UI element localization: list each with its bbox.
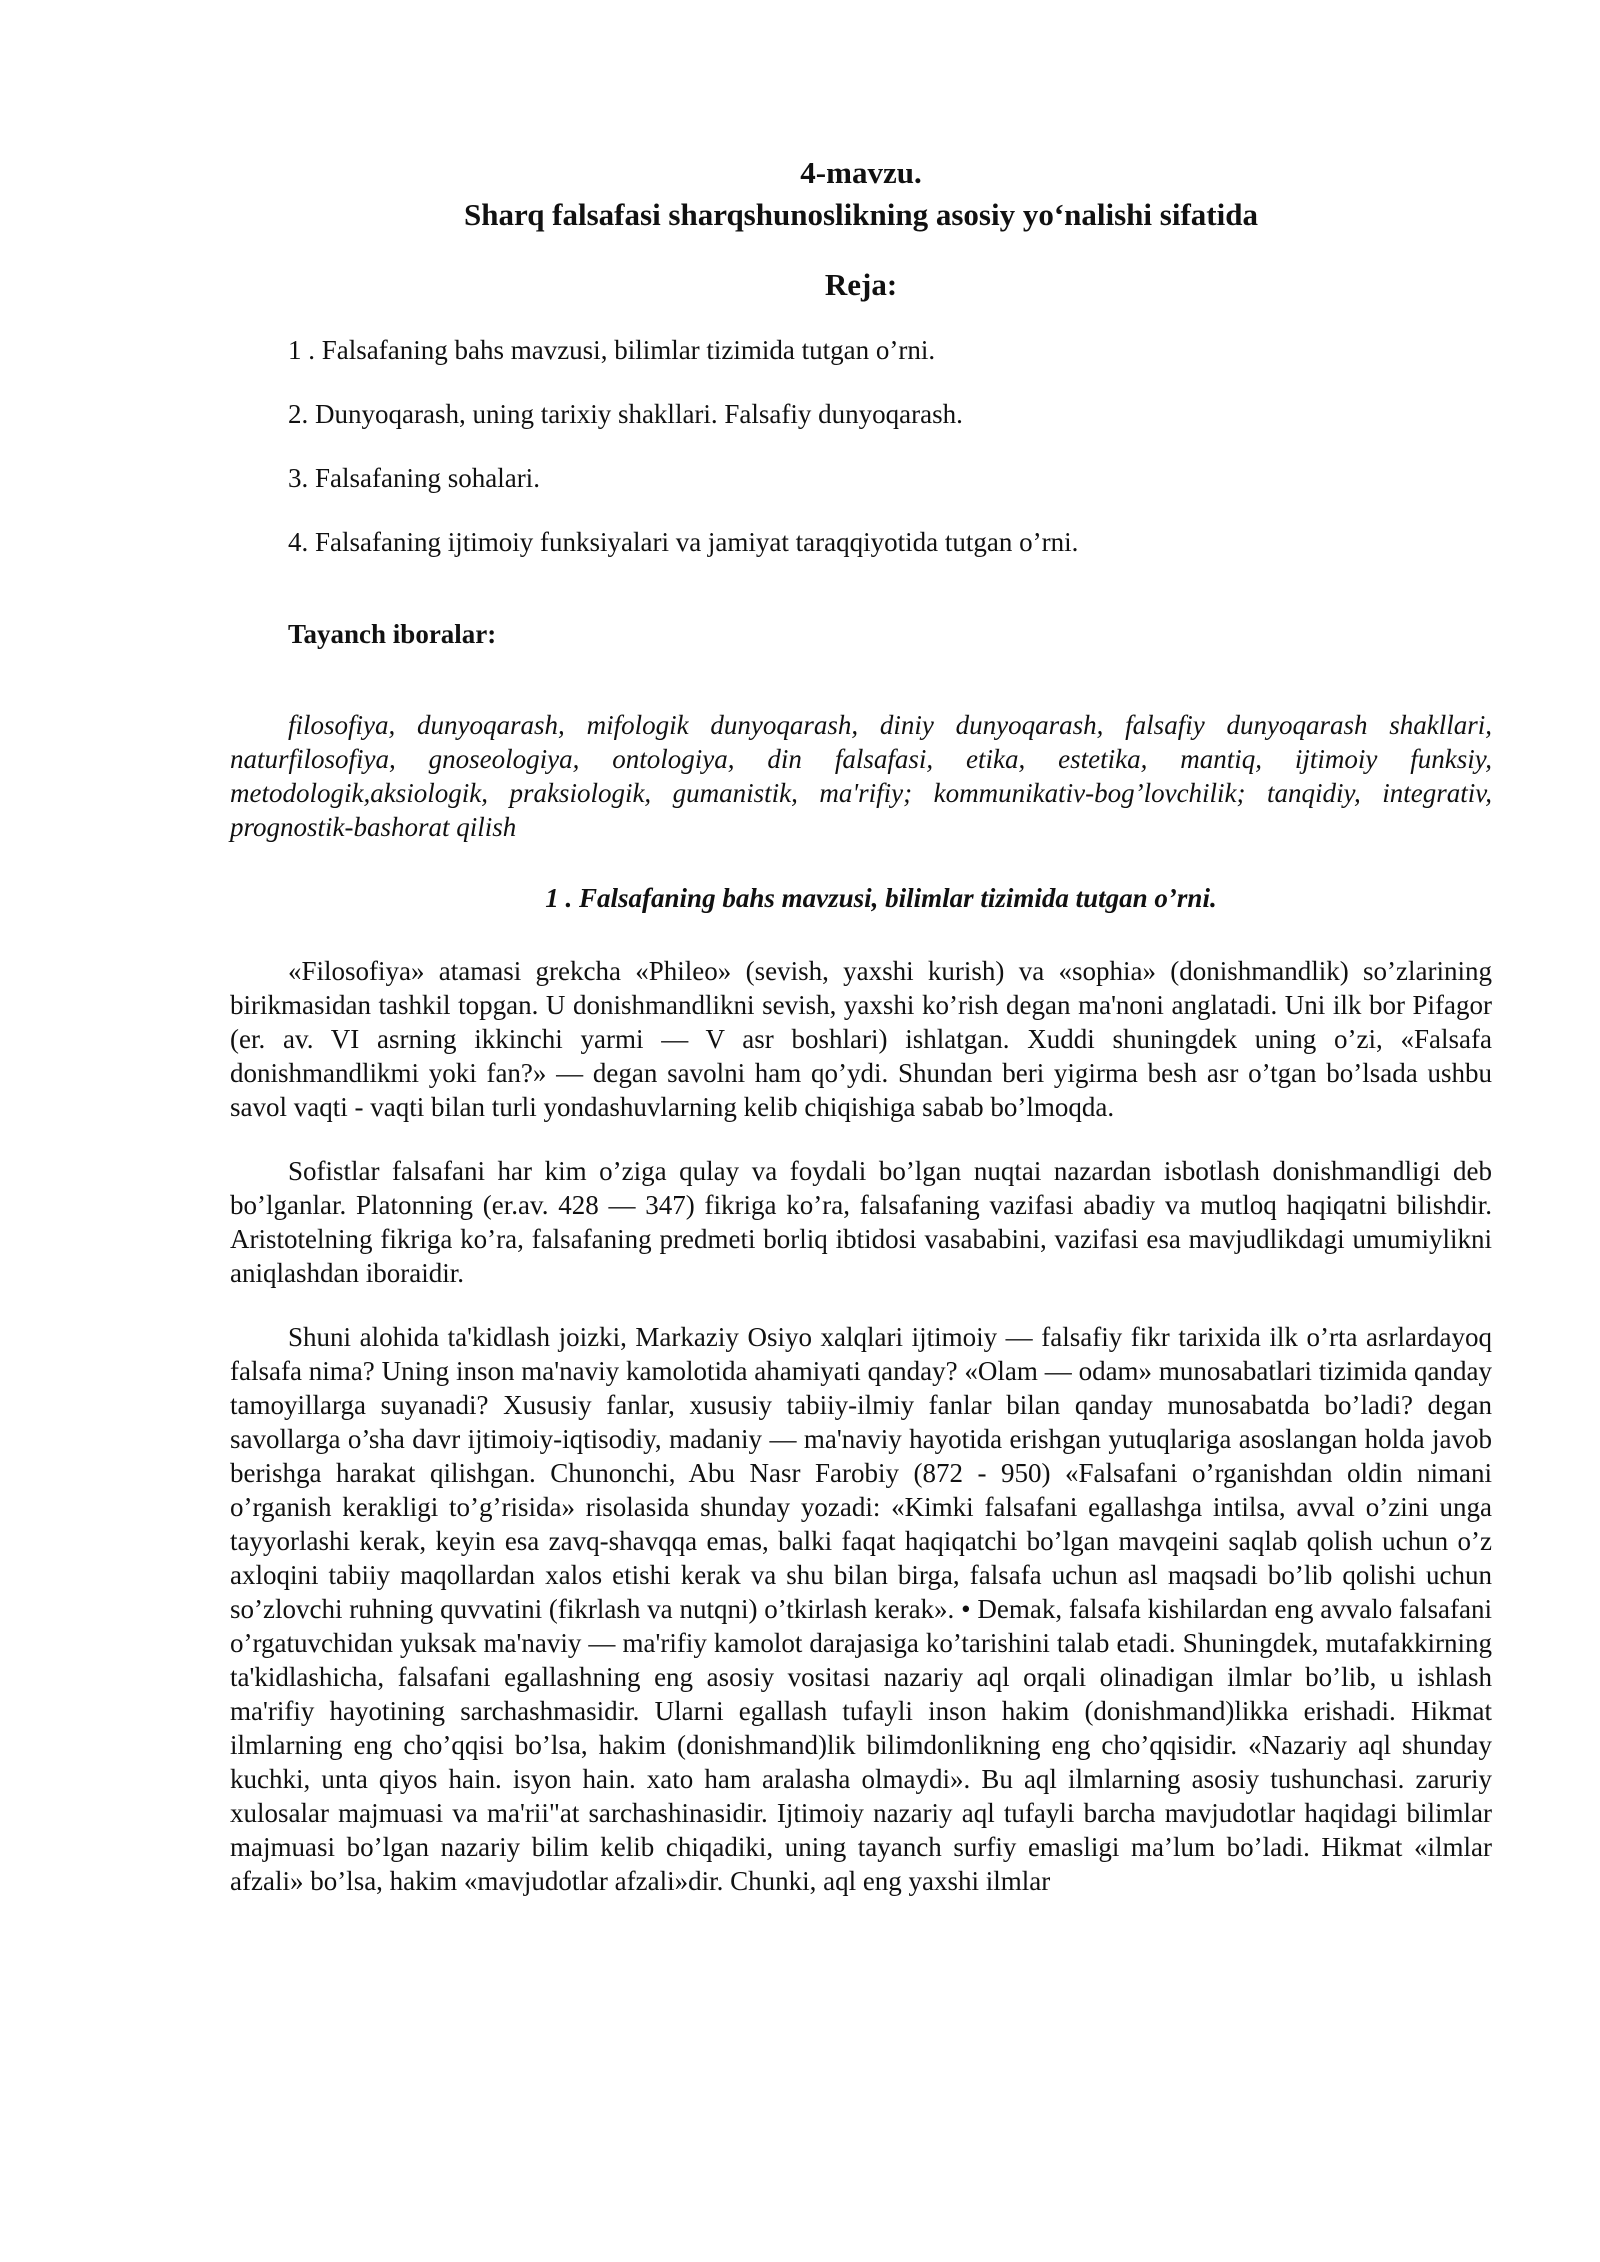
section-heading: 1 . Falsafaning bahs mavzusi, bilimlar tizimida tutgan o’rni. [545, 883, 1217, 913]
keywords-heading: Tayanch iboralar: [288, 619, 497, 649]
plan-item: 4. Falsafaning ijtimoiy funksiyalari va jamiyat taraqqiyotida tutgan o’rni. [288, 527, 1079, 557]
body-paragraph: «Filosofiya» atamasi grekcha «Phileo» (sevish, yaxshi kurish) va «sophia» (donishmandlik) so’zlarining birikmasidan tashkil topgan. U donishmandlikni sevish, yaxshi ko’rish degan ma'noni anglatadi. Uni ilk bor Pifagor (er. av. VI asrning ikkinchi yarmi — V asr boshlari) ishlatgan. Xuddi shuningdek uning o’zi, «Falsafa donishmandlikmi yoki fan?» — degan savolni ham qo’ydi. Shundan beri yigirma besh asr o’tgan bo’lsada ushbu savol vaqti - vaqti bilan turli yondashuvlarning kelib chiqishiga sabab bo’lmoqda. [230, 956, 1492, 1122]
keywords-text: filosofiya, dunyoqarash, mifologik dunyoqarash, diniy dunyoqarash, falsafiy dunyoqarash shakllari, naturfilosofiya, gnoseologiya, ontologiya, din falsafasi, etika, estetika, mantiq, ijtimoiy funksiy, metodologik,aksiologik, praksiologik, gumanistik, ma'rifiy; kommunikativ-bog’lovchilik; tanqidiy, integrativ, prognostik-bashorat qilish [230, 710, 1492, 842]
topic-number: 4-mavzu. [800, 155, 922, 190]
plan-item: 1 . Falsafaning bahs mavzusi, bilimlar tizimida tutgan o’rni. [288, 335, 936, 365]
body-paragraph: Shuni alohida ta'kidlash joizki, Markaziy Osiyo xalqlari ijtimoiy — falsafiy fikr tarixida ilk o’rta asrlardayoq falsafa nima? Uning inson ma'naviy kamolotida ahamiyati qanday? «Olam — odam» munosabatlari tizimida qanday tamoyillarga suyanadi? Xususiy fanlar, xususiy tabiiy-ilmiy fanlar bilan qanday munosabatda bo’ladi? degan savollarga o’sha davr ijtimoiy-iqtisodiy, madaniy — ma'naviy hayotida erishgan yutuqlariga asoslangan holda javob berishga harakat qilishgan. Chunonchi, Abu Nasr Farobiy (872 - 950) «Falsafani o’rganishdan oldin nimani o’rganish kerakligi to’g’risida» risolasida shunday yozadi: «Kimki falsafani egallashga intilsa, avval o’zini unga tayyorlashi kerak, keyin esa zavq-shavqqa emas, balki faqat haqiqatchi bo’lgan mavqeini saqlab qolish uchun o’z axloqini tabiiy maqollardan xalos etishi kerak va shu bilan birga, falsafa uchun asl maqsadi bo’lib qolishi uchun so’zlovchi ruhning quvvatini (fikrlash va nutqni) o’tkirlash kerak». • Demak, falsafa kishilardan eng avvalo falsafani o’rgatuvchidan yuksak ma'naviy — ma'rifiy kamolot darajasiga ko’tarishini talab etadi. Shuningdek, mutafakkirning ta'kidlashicha, falsafani egallashning eng asosiy vositasi nazariy aql orqali olinadigan ilmlar bo’lib, u ishlash ma'rifiy hayotining sarchashmasidir. Ularni egallash tufayli inson hakim (donishmand)likka erishadi. Hikmat ilmlarning eng cho’qqisi bo’lsa, hakim (donishmand)lik bilimdonlikning eng cho’qqisidir. «Nazariy aql shunday kuchki, unta qiyos hain. isyon hain. xato ham aralasha olmaydi». Bu aql ilmlarning asosiy tushunchasi. zaruriy xulosalar majmuasi va ma'rii"at sarchashinasidir. Ijtimoiy nazariy aql tufayli barcha mavjudotlar haqidagi bilimlar majmuasi bo’lgan nazariy bilim kelib chiqadiki, uning tayanch surfiy emasligi ma’lum bo’ladi. Hikmat «ilmlar afzali» bo’lsa, hakim «mavjudotlar afzali»dir. Chunki, aql eng yaxshi ilmlar [230, 1322, 1492, 1896]
plan-item: 2. Dunyoqarash, uning tarixiy shakllari. Falsafiy dunyoqarash. [288, 399, 963, 429]
plan-heading: Reja: [824, 267, 898, 302]
topic-title: Sharq falsafasi sharqshunoslikning asosiy yo‘nalishi sifatida [464, 197, 1258, 232]
page-title [230, 152, 1492, 236]
document-page [230, 152, 1492, 1898]
plan-item: 3. Falsafaning sohalari. [288, 463, 540, 493]
plan-list [230, 332, 1492, 560]
body-paragraph: Sofistlar falsafani har kim o’ziga qulay va foydali bo’lgan nuqtai nazardan isbotlash donishmandligi deb bo’lganlar. Platonning (er.av. 428 — 347) fikriga ko’ra, falsafaning vazifasi abadiy va mutloq haqiqatni bilishdir. Aristotelning fikriga ko’ra, falsafaning predmeti borliq ibtidosi vasababini, vazifasi esa mavjudlikdagi umumiylikni aniqlashdan iboraidir. [230, 1156, 1492, 1288]
